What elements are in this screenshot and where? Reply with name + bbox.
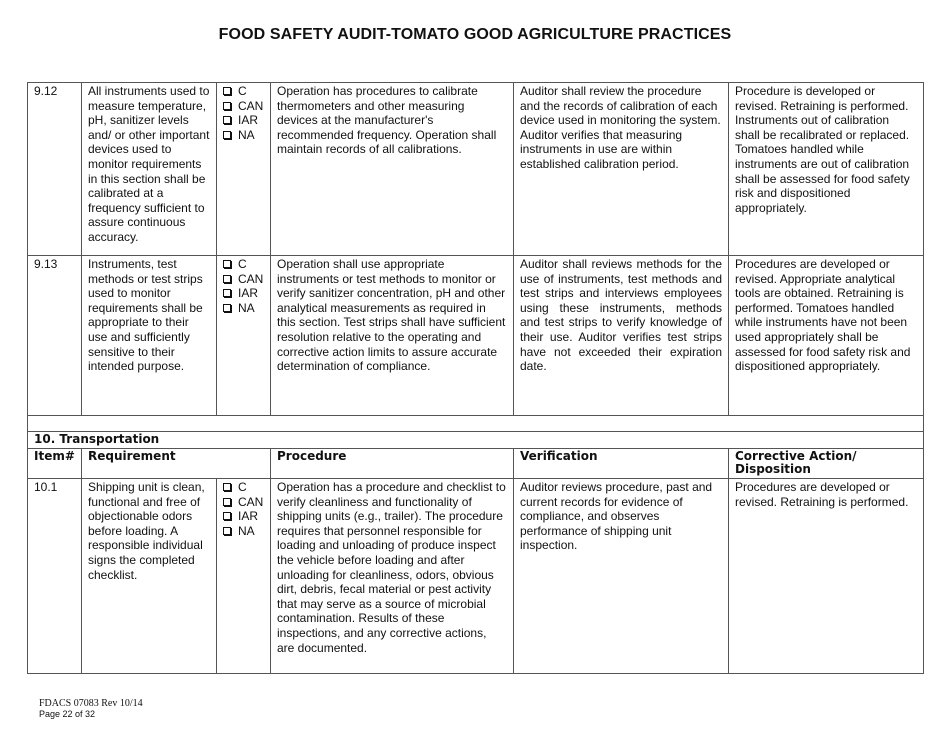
spacer-row bbox=[28, 416, 924, 432]
checkbox-iar[interactable] bbox=[223, 286, 264, 301]
checkbox-label: NA bbox=[238, 523, 255, 538]
checkbox-can[interactable] bbox=[223, 495, 264, 510]
checkbox-icon bbox=[223, 483, 231, 491]
verification-cell: Auditor shall reviews methods for the use of instruments, test methods and test strips and interviews employees using these instruments, methods and test strips to verify knowledge of their use. Auditor verifies test strips have not exceeded their expiration date. bbox=[514, 256, 729, 416]
checkbox-icon bbox=[223, 512, 231, 520]
section-title: 10. Transportation bbox=[28, 432, 924, 449]
table-row bbox=[28, 83, 924, 256]
checkbox-icon bbox=[223, 102, 231, 110]
table-row bbox=[28, 479, 924, 674]
procedure-cell: Operation has procedures to calibrate thermometers and other measuring devices at the manufacturer's recommended frequency. Operation shall maintain records of all calibrations. bbox=[271, 83, 514, 256]
spacer-cell bbox=[28, 416, 924, 432]
header-item: Item# bbox=[28, 449, 82, 479]
checkbox-c[interactable] bbox=[223, 480, 264, 495]
checkbox-icon bbox=[223, 304, 231, 312]
compliance-options bbox=[217, 83, 271, 256]
checkbox-icon bbox=[223, 289, 231, 297]
item-number: 9.12 bbox=[28, 83, 82, 256]
footer bbox=[39, 698, 143, 720]
checkbox-c[interactable] bbox=[223, 257, 264, 272]
checkbox-can[interactable] bbox=[223, 272, 264, 287]
checkbox-label: IAR bbox=[238, 113, 259, 128]
requirement-cell: Instruments, test methods or test strips used to monitor requirements shall be appropriate to their use and sufficiently sensitive to their intended purpose. bbox=[82, 256, 217, 416]
header-row bbox=[28, 449, 924, 479]
checkbox-iar[interactable] bbox=[223, 113, 264, 128]
checkbox-na[interactable] bbox=[223, 524, 264, 539]
checkbox-icon bbox=[223, 260, 231, 268]
checkbox-label: C bbox=[238, 257, 247, 271]
checkbox-label: NA bbox=[238, 127, 255, 142]
requirement-cell: Shipping unit is clean, functional and free of objectionable odors before loading. A responsible individual signs the completed checklist. bbox=[82, 479, 217, 674]
corrective-action-cell: Procedures are developed or revised. Retraining is performed. bbox=[729, 479, 924, 674]
item-number: 9.13 bbox=[28, 256, 82, 416]
checkbox-icon bbox=[223, 87, 231, 95]
corrective-action-cell: Procedure is developed or revised. Retraining is performed. Instruments out of calibration shall be recalibrated or replaced. Tomatoes handled while instruments are out of calibration shall be assessed for food safety risk and dispositioned appropriately. bbox=[729, 83, 924, 256]
corrective-action-cell: Procedures are developed or revised. Appropriate analytical tools are obtained. Retraining is performed. Tomatoes handled while instruments have not been used appropriately shall be assessed for food safety risk and dispositioned appropriately. bbox=[729, 256, 924, 416]
checkbox-label: CAN bbox=[238, 271, 264, 286]
checkbox-icon bbox=[223, 131, 231, 139]
checkbox-icon bbox=[223, 527, 231, 535]
checkbox-icon bbox=[223, 498, 231, 506]
form-code: FDACS 07083 Rev 10/14 bbox=[39, 698, 143, 709]
procedure-cell: Operation shall use appropriate instruments or test methods to monitor or verify sanitizer concentration, pH and other analytical measurements as required in this section. Test strips shall have sufficient resolution relative to the operating and corrective action limits to assure accurate determination of compliance. bbox=[271, 256, 514, 416]
table-row bbox=[28, 256, 924, 416]
checkbox-na[interactable] bbox=[223, 301, 264, 316]
checkbox-label: IAR bbox=[238, 509, 259, 524]
checkbox-na[interactable] bbox=[223, 128, 264, 143]
page-title: FOOD SAFETY AUDIT-TOMATO GOOD AGRICULTURE PRACTICES bbox=[218, 26, 732, 43]
verification-cell: Auditor shall review the procedure and the records of calibration of each device used in monitoring the system. Auditor verifies that measuring instruments in use are within established calibration period. bbox=[514, 83, 729, 256]
header-procedure: Procedure bbox=[271, 449, 514, 479]
requirement-cell: All instruments used to measure temperature, pH, sanitizer levels and/ or other important devices used to monitor requirements in this section shall be calibrated at a frequency sufficient to assure continuous accuracy. bbox=[82, 83, 217, 256]
header-requirement: Requirement bbox=[82, 449, 271, 479]
audit-table bbox=[27, 82, 924, 674]
page-number: Page 22 of 32 bbox=[39, 709, 96, 719]
header-corrective-action: Corrective Action/ Disposition bbox=[729, 449, 924, 479]
compliance-options bbox=[217, 256, 271, 416]
header-verification: Verification bbox=[514, 449, 729, 479]
checkbox-icon bbox=[223, 275, 231, 283]
checkbox-iar[interactable] bbox=[223, 509, 264, 524]
checkbox-label: CAN bbox=[238, 98, 264, 113]
checkbox-label: C bbox=[238, 480, 247, 494]
compliance-options bbox=[217, 479, 271, 674]
checkbox-label: NA bbox=[238, 300, 255, 315]
section-row bbox=[28, 432, 924, 449]
checkbox-can[interactable] bbox=[223, 99, 264, 114]
verification-cell: Auditor reviews procedure, past and current records for evidence of compliance, and observes performance of shipping unit inspection. bbox=[514, 479, 729, 674]
procedure-cell: Operation has a procedure and checklist to verify cleanliness and functionality of shipping units (e.g., trailer). The procedure requires that personnel responsible for loading and unloading of produce inspect the vehicle before loading and after unloading for cleanliness, odors, obvious dirt, debris, fecal material or pest activity that may serve as a source of microbial contamination. Results of these inspections, and any corrective actions, are documented. bbox=[271, 479, 514, 674]
checkbox-label: IAR bbox=[238, 286, 259, 301]
checkbox-c[interactable] bbox=[223, 84, 264, 99]
checkbox-label: CAN bbox=[238, 494, 264, 509]
item-number: 10.1 bbox=[28, 479, 82, 674]
checkbox-label: C bbox=[238, 84, 247, 98]
checkbox-icon bbox=[223, 116, 231, 124]
